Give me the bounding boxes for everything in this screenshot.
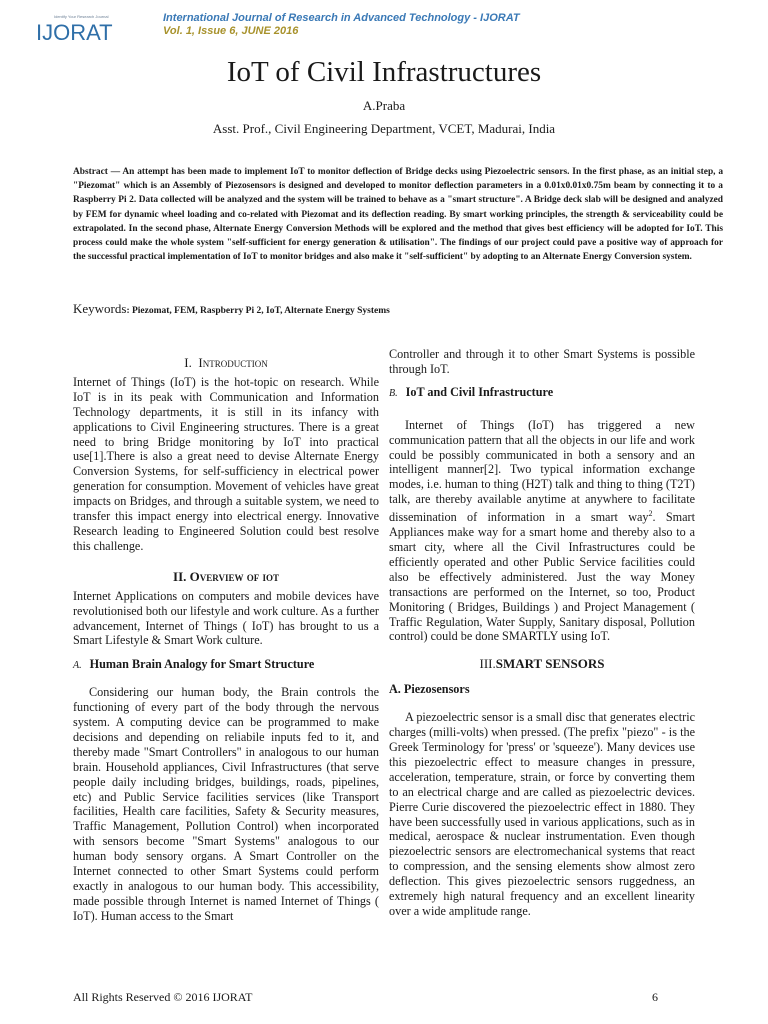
keywords-value: : Piezomat, FEM, Raspberry Pi 2, IoT, Alternate Energy Systems <box>126 306 390 316</box>
section-heading-overview <box>73 570 379 585</box>
introduction-text: Internet of Things (IoT) is the hot-topic on research. While IoT is in its peak with Communication and Information Technology departments, it is still in its infancy with applications to Civil Engineering structures. There is a great need to bring Bridge monitoring by IoT into practical use[1].There is also a great need to devise Alternate Energy Conversion Systems, for self-sufficiency in electrical power generation for consumption. Movement of vehicles have great impacts on Bridges, and through a suitable system, we need to transfer this impact energy into electrical energy. Innovative Research leading to Engineered Solution could best resolve this challenge. <box>73 374 379 553</box>
section-title: SMART SENSORS <box>495 656 605 672</box>
paper-title: IoT of Civil Infrastructures <box>226 56 542 88</box>
journal-name: International Journal of Research in Advanced Technology - IJORAT <box>163 12 520 24</box>
journal-logo <box>36 14 116 46</box>
keywords-label: Keywords <box>73 301 127 316</box>
abstract-label: Abstract ― <box>73 167 121 177</box>
subsection-label: B. <box>389 387 398 399</box>
section-number: I. <box>184 355 192 370</box>
section-number: III. <box>479 656 496 672</box>
subsection-label: A. <box>73 660 82 672</box>
logo-tagline: Identify Your Research Journal <box>54 14 109 19</box>
subsection-title: IoT and Civil Infrastructure <box>405 384 554 399</box>
subsection-heading-brain-analogy <box>73 657 379 674</box>
logo-text: IJORAT <box>36 20 113 45</box>
continued-text: Controller and through it to other Smart Systems is possible through IoT. <box>389 347 695 376</box>
abstract <box>73 165 723 264</box>
piezosensors-text: A piezoelectric sensor is a small disc that generates electric charges (milli-volts) when pressed. (The prefix "piezo" - is the Greek Terminology for 'press' or 'squeeze'). Many devices use this piezoelectric effect to measure changes in pressure, acceleration, temperature, strain, or force by converting them to an electrical charge and are called as piezoelectric devices. Pierre Curie discovered the piezoelectric effect in 1880. They have been successfully used in various applications, such as in medical, aerospace & nuclear instrumentation. Even though piezoelectric sensors are electromechanical systems that react to compression, and the sensing elements show almost zero deflection. This gives piezoelectric sensors ruggedness, an extremely high natural frequency and an excellent linearity over a wide amplitude range. <box>389 710 695 918</box>
brain-analogy-text: Considering our human body, the Brain controls the functioning of every part of the body through the nervous system. A computing device can be programmed to make decisions and depending on reliabile inputs fed to it, and thereby made "Smart Controllers" in analogous to our human brain. Household appliances, Civil Infrastructures (that serve people daily including bridges, buildings, roads, pipelines, etc) and Public Service facilities services (like Transport facilities, Health care facilities, Safety & Security measures, Traffic Management, Pollution Control) when incorporated with sensors become "Smart Systems" analogous to our human body sensory organs. A Smart Controller on the Internet connected to other Smart Systems could perform exactly in analogous to our human body. This accessibility, made possible through Internet is named Internet of Things ( IoT). Human access to the Smart <box>73 685 379 923</box>
section-title: Introduction <box>198 355 268 370</box>
footer-copyright: All Rights Reserved © 2016 IJORAT <box>73 990 253 1004</box>
subsection-heading-iot-civil <box>389 385 695 402</box>
left-column <box>73 356 379 924</box>
reference-superscript: 2 <box>648 509 653 519</box>
abstract-text: An attempt has been made to implement IoT to monitor deflection of Bridge decks using Piezoelectric sensors. In the first phase, as an initial step, a "Piezomat" which is an Assembly of Piezosensors is designed and developed to monitor deflection parameters in a 0.01x0.01x0.75m beam by connecting it to a Raspberry Pi 2. Data collected will be analyzed and the system will be trained to behave as a "smart structure". A Bridge deck slab will be designed and analyzed by FEM for dynamic wheel loading and co-related with Piezomat and its deflection reading. By smart working principles, the strength & serviceability could be extrapolated. In the second phase, Alternate Energy Conversion Methods will be explored and the method that gives best efficiency will be adopted for IoT. This process could make the whole system "self-sufficient for energy generation & utilisation". The findings of our project could pave a positive way of approach for the successful practical implementation of IoT to monitor bridges and also make it "self-sufficient" by adopting to an Alternate Energy Conversion system. <box>73 167 724 263</box>
section-heading-introduction <box>73 356 379 371</box>
section-heading-smart-sensors <box>389 657 695 672</box>
volume-issue: Vol. 1, Issue 6, JUNE 2016 <box>163 25 299 37</box>
paper-author: A.Praba <box>362 98 406 113</box>
keywords <box>73 301 723 317</box>
iot-civil-text: Internet of Things (IoT) has triggered a new communication pattern that all the objects in our life and work could be possibly communicated in both a sensory and an intelligent manner[2]. Two typical information exchange modes, i.e. human to thing (H2T) talk and thing to thing (T2T) talk, are thereby available anytime at anywhere to facilitate dissemination of information in a smart way$^2$. Smart Appliances make way for a smart home and thereby also to a smart city, where all the Civil Infrastructures could be efficiently operated and other Public Service facilities could also be effectively administered. Just the way Money transactions are performed on the Internet, so too, Product Monitoring ( Bridges, Buildings ) and Project Management ( Traffic Regulation, Water Supply, Sanitary disposal, Pollution control) could be done SMARTLY using IoT. <box>389 417 695 644</box>
right-column <box>389 347 695 919</box>
overview-text: Internet Applications on computers and mobile devices have revolutionised both our lifestyle and work culture. As a further advancement, Internet of Things ( IoT) has brought to us a Smart Lifestyle & Smart Work culture. <box>73 588 379 648</box>
subsection-title: Human Brain Analogy for Smart Structure <box>89 657 315 672</box>
page-number: 6 <box>652 990 658 1004</box>
subsection-heading-piezosensors: A. Piezosensors <box>389 682 470 697</box>
section-title: Overview of iot <box>189 568 279 584</box>
author-affiliation: Asst. Prof., Civil Engineering Department, VCET, Madurai, India <box>212 121 556 136</box>
section-number: II. <box>173 568 187 584</box>
